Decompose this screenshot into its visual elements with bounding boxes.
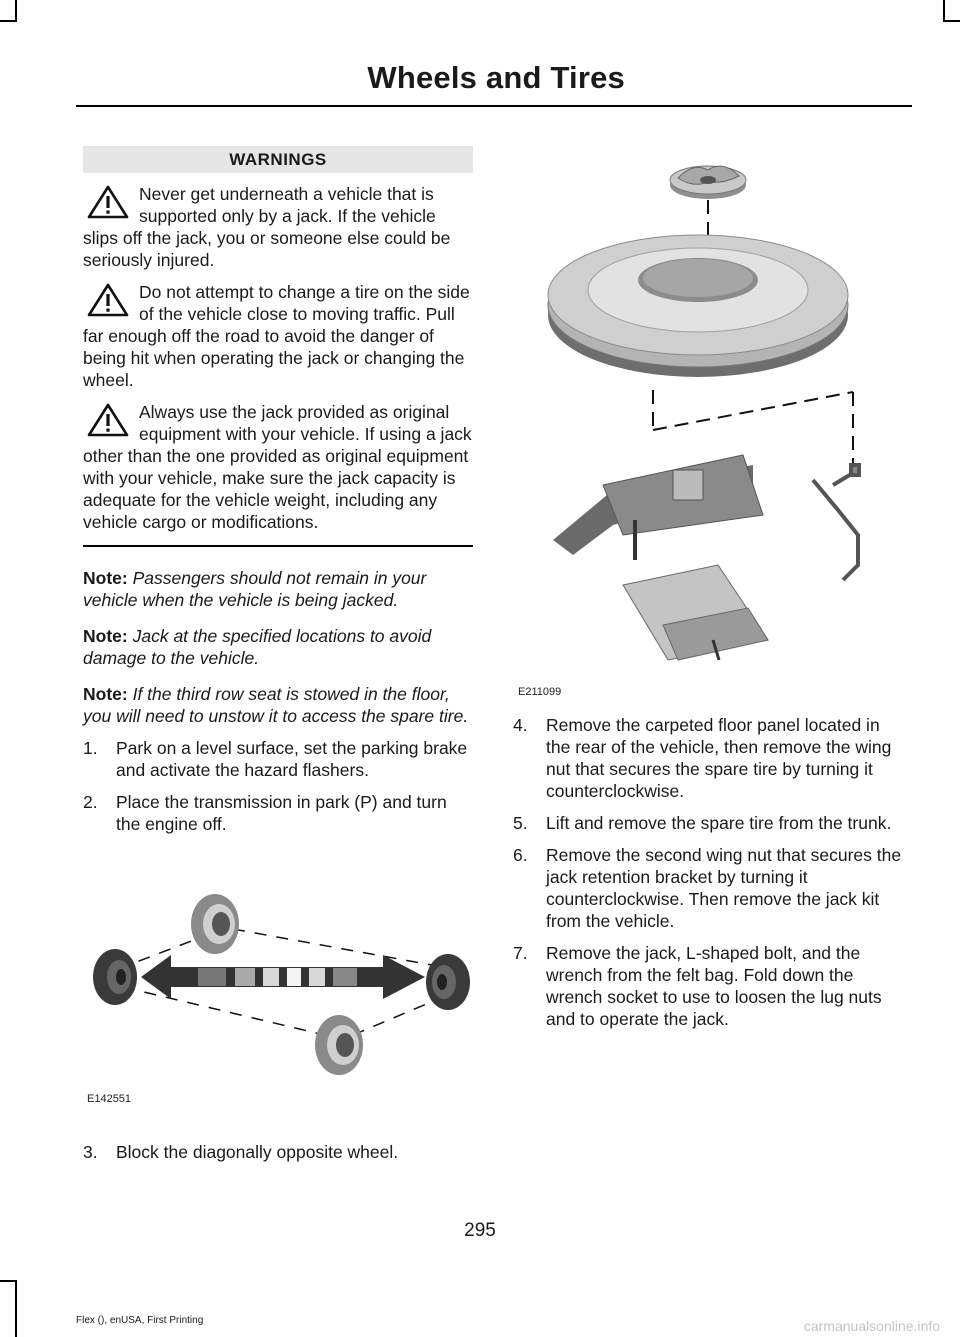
- step-text: Lift and remove the spare tire from the trunk.: [546, 813, 892, 833]
- warning-item: [83, 281, 473, 391]
- left-column: [83, 146, 473, 1163]
- crop-mark: [943, 0, 945, 22]
- step-text: Remove the second wing nut that secures the jack retention bracket by turning it counterclockwise. Then remove the jack kit from the vehicle.: [546, 845, 902, 931]
- wing-nut-icon: [670, 166, 746, 199]
- warnings-end-rule: [83, 545, 473, 547]
- jack-kit-icon: [553, 455, 763, 560]
- step-text: Block the diagonally opposite wheel.: [116, 1142, 399, 1162]
- warning-triangle-icon: [87, 403, 129, 437]
- step-text: Place the transmission in park (P) and turn the engine off.: [116, 792, 447, 834]
- figure-code: E211099: [518, 686, 562, 698]
- figure-code: E142551: [87, 1093, 132, 1105]
- wheel-blocking-figure: [83, 887, 473, 1127]
- crop-mark: [943, 20, 960, 22]
- step-item: [513, 942, 908, 1030]
- note-label: Note:: [83, 626, 128, 646]
- step-number: 1.: [83, 738, 98, 758]
- step-item: [513, 714, 908, 802]
- wheel-blocking-illustration: [83, 887, 473, 1087]
- page-title: Wheels and Tires: [367, 60, 625, 95]
- spare-tire-jack-illustration: [513, 140, 908, 680]
- page-number: 295: [464, 1220, 496, 1241]
- wheel-icon: [426, 954, 470, 1010]
- step-number: 7.: [513, 943, 528, 963]
- step-item: [513, 812, 908, 834]
- note-text: If the third row seat is stowed in the floor, you will need to unstow it to access the spare tire.: [83, 684, 469, 726]
- crop-mark: [0, 20, 17, 22]
- step-text: Park on a level surface, set the parking brake and activate the hazard flashers.: [116, 738, 468, 780]
- l-shaped-bolt-icon: [813, 465, 859, 580]
- note: [83, 567, 473, 611]
- step-item: [83, 791, 473, 835]
- step-item: [83, 737, 473, 781]
- crop-mark: [15, 1280, 17, 1337]
- watermark: carmanualsonline.info: [803, 1318, 940, 1334]
- crop-mark: [15, 0, 17, 22]
- warning-text: Never get underneath a vehicle that is supported only by a jack. If the vehicle slips off the jack, you or someone else could be seriously injured.: [83, 184, 451, 270]
- step-text: Remove the jack, L-shaped bolt, and the wrench from the felt bag. Fold down the wrench socket to use to loosen the lug nuts and to operate the jack.: [546, 943, 882, 1029]
- warning-text: Always use the jack provided as original equipment with your vehicle. If using a jack other than the one provided as original equipment with your vehicle, make sure the jack capacity is adequate for the vehicle weight, including any vehicle cargo or modifications.: [83, 402, 472, 532]
- edition-note: Flex (), enUSA, First Printing: [76, 1315, 204, 1326]
- step-item: [513, 844, 908, 932]
- warning-triangle-icon: [87, 185, 129, 219]
- spare-tire-figure: [513, 140, 908, 700]
- note-label: Note:: [83, 568, 128, 588]
- step-item: [83, 1141, 473, 1163]
- step-text: Remove the carpeted floor panel located in the rear of the vehicle, then remove the wing nut that secures the spare tire by turning it counterclockwise.: [546, 715, 892, 801]
- spare-tire-icon: [548, 235, 848, 377]
- step-number: 3.: [83, 1142, 98, 1162]
- note: [83, 625, 473, 669]
- note-text: Passengers should not remain in your vehicle when the vehicle is being jacked.: [83, 568, 427, 610]
- warning-item: [83, 401, 473, 533]
- warnings-heading: WARNINGS: [83, 146, 473, 173]
- note-label: Note:: [83, 684, 128, 704]
- wheel-icon: [93, 949, 137, 1005]
- warning-item: [83, 183, 473, 271]
- wheel-icon: [191, 894, 239, 954]
- step-number: 5.: [513, 813, 528, 833]
- header-rule: [76, 105, 912, 107]
- warning-text: Do not attempt to change a tire on the side of the vehicle close to moving traffic. Pull far enough off the road to avoid the danger of being hit when operating the jack or changing the wheel.: [83, 282, 470, 390]
- note: [83, 683, 473, 727]
- step-number: 2.: [83, 792, 98, 812]
- warning-triangle-icon: [87, 283, 129, 317]
- crop-mark: [0, 1280, 17, 1282]
- wheel-icon: [315, 1015, 363, 1075]
- note-text: Jack at the specified locations to avoid damage to the vehicle.: [83, 626, 432, 668]
- step-number: 4.: [513, 715, 528, 735]
- retention-bracket-icon: [623, 565, 768, 660]
- step-number: 6.: [513, 845, 528, 865]
- right-column: [513, 140, 908, 1030]
